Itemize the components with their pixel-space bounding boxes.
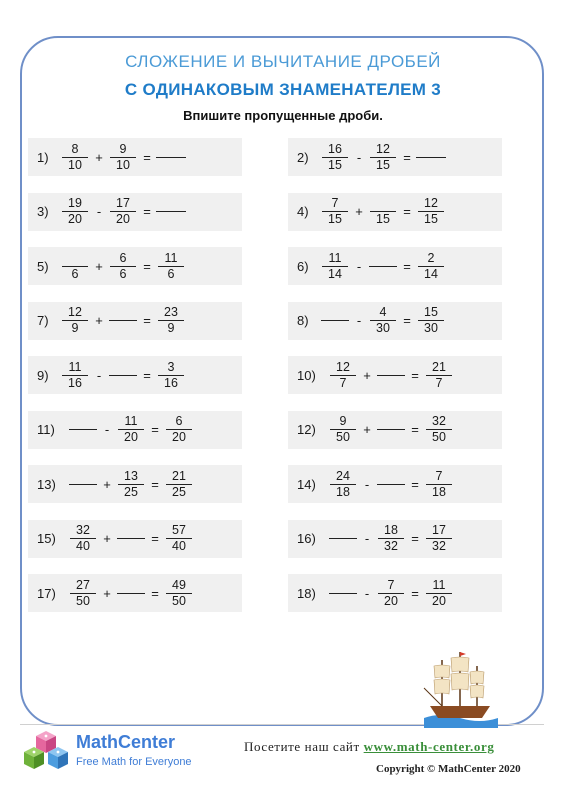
problem-14 — [288, 465, 502, 503]
equals-sign: = — [411, 367, 419, 383]
fraction — [414, 305, 448, 336]
fraction — [58, 305, 92, 336]
problem-11 — [28, 411, 242, 449]
answer-blank[interactable] — [106, 320, 140, 321]
numerator: 11 — [164, 250, 178, 265]
problem-5 — [28, 247, 242, 285]
fraction — [58, 142, 92, 173]
fraction — [422, 360, 456, 391]
fraction — [422, 578, 456, 609]
denominator: 20 — [432, 593, 446, 608]
fraction — [366, 142, 400, 173]
plus-sign: + — [363, 367, 371, 383]
instructions: Впишите пропущенные дроби. — [183, 108, 383, 123]
denominator: 15 — [328, 212, 342, 226]
denominator: 14 — [424, 266, 438, 281]
numerator: 24 — [336, 468, 350, 483]
denominator: 15 — [376, 157, 390, 172]
numerator: 9 — [339, 414, 347, 428]
fraction — [318, 251, 352, 282]
plus-sign: + — [95, 313, 103, 328]
problem-number: 10) — [297, 367, 316, 383]
problem-number: 6) — [297, 258, 309, 274]
answer-blank[interactable] — [374, 429, 408, 430]
denominator: 16 — [68, 375, 82, 390]
problem-16 — [288, 520, 502, 558]
equals-sign: = — [403, 204, 411, 219]
fraction — [422, 414, 456, 445]
numerator: 7 — [331, 196, 339, 210]
minus-sign: - — [96, 367, 102, 383]
fraction — [374, 578, 408, 609]
problem-number: 9) — [37, 367, 49, 383]
fraction — [114, 414, 148, 445]
numerator[interactable] — [62, 251, 88, 266]
sailing-ship-icon — [420, 648, 500, 728]
fraction — [58, 196, 92, 227]
answer-blank[interactable] — [326, 538, 360, 539]
numerator: 21 — [172, 468, 186, 483]
numerator: 3 — [167, 359, 175, 374]
equals-sign: = — [143, 313, 151, 328]
plus-sign: + — [95, 149, 103, 165]
numerator: 12 — [424, 196, 438, 210]
denominator: 15 — [424, 212, 438, 226]
answer-blank[interactable] — [114, 593, 148, 594]
fraction — [114, 469, 148, 500]
numerator: 21 — [432, 359, 446, 374]
problem-7 — [28, 302, 242, 340]
problem-number: 7) — [37, 313, 49, 328]
equals-sign: = — [411, 476, 419, 492]
numerator: 11 — [68, 359, 82, 374]
fraction — [326, 469, 360, 500]
numerator: 17 — [116, 196, 130, 210]
fraction — [154, 251, 188, 282]
problem-number: 5) — [37, 258, 49, 274]
fraction — [422, 523, 456, 554]
fraction — [58, 251, 92, 282]
minus-sign: - — [364, 476, 370, 492]
denominator: 30 — [424, 321, 438, 335]
fraction — [414, 196, 448, 227]
numerator: 11 — [124, 414, 138, 428]
numerator: 17 — [432, 523, 446, 537]
answer-blank[interactable] — [326, 593, 360, 594]
plus-sign: + — [363, 422, 371, 437]
numerator: 2 — [427, 250, 435, 265]
numerator: 18 — [384, 523, 398, 537]
plus-sign: + — [103, 531, 111, 546]
numerator: 4 — [379, 305, 387, 319]
numerator: 11 — [328, 250, 342, 265]
answer-blank[interactable] — [154, 157, 188, 158]
fraction — [162, 578, 196, 609]
denominator: 25 — [172, 484, 186, 499]
plus-sign: + — [355, 204, 363, 219]
problem-12 — [288, 411, 502, 449]
fraction — [318, 142, 352, 173]
minus-sign: - — [356, 149, 362, 165]
equals-sign: = — [143, 149, 151, 165]
minus-sign: - — [104, 422, 110, 437]
minus-sign: - — [356, 313, 362, 328]
plus-sign: + — [103, 476, 111, 492]
problem-number: 11) — [37, 422, 55, 437]
equals-sign: = — [151, 422, 159, 437]
fraction — [66, 578, 100, 609]
fraction — [162, 523, 196, 554]
denominator: 15 — [328, 157, 342, 172]
numerator: 27 — [76, 577, 90, 592]
problem-number: 17) — [37, 585, 56, 601]
fraction — [106, 251, 140, 282]
fraction — [58, 360, 92, 391]
denominator: 10 — [116, 157, 130, 172]
denominator: 50 — [76, 593, 90, 608]
copyright: Copyright © MathCenter 2020 — [376, 763, 521, 775]
answer-blank[interactable] — [366, 266, 400, 267]
answer-blank[interactable] — [66, 484, 100, 485]
equals-sign: = — [411, 531, 419, 546]
fraction — [66, 523, 100, 554]
problem-number: 2) — [297, 149, 309, 165]
numerator[interactable] — [370, 196, 396, 211]
problem-number: 1) — [37, 149, 49, 165]
problem-6 — [288, 247, 502, 285]
denominator: 20 — [384, 593, 398, 608]
problem-18 — [288, 574, 502, 612]
equals-sign: = — [403, 149, 411, 165]
minus-sign: - — [364, 585, 370, 601]
numerator: 32 — [76, 523, 90, 537]
numerator: 8 — [71, 141, 79, 156]
fraction — [366, 196, 400, 227]
minus-sign: - — [96, 204, 102, 219]
denominator: 30 — [376, 321, 390, 335]
problem-8 — [288, 302, 502, 340]
plus-sign: + — [95, 258, 103, 274]
numerator: 7 — [435, 468, 443, 483]
answer-blank[interactable] — [114, 538, 148, 539]
answer-blank[interactable] — [154, 211, 188, 212]
fraction — [106, 142, 140, 173]
answer-blank[interactable] — [374, 375, 408, 376]
problem-number: 16) — [297, 531, 316, 546]
answer-blank[interactable] — [106, 375, 140, 376]
answer-blank[interactable] — [374, 484, 408, 485]
brand-tagline: Free Math for Everyone — [76, 756, 192, 768]
denominator: 9 — [71, 321, 79, 335]
denominator: 50 — [336, 430, 350, 444]
equals-sign: = — [411, 585, 419, 601]
fraction — [326, 360, 360, 391]
denominator: 25 — [124, 484, 138, 499]
denominator: 7 — [339, 375, 347, 390]
problem-9 — [28, 356, 242, 394]
denominator: 50 — [432, 430, 446, 444]
problem-number: 12) — [297, 422, 316, 437]
numerator: 9 — [119, 141, 127, 156]
fraction — [366, 305, 400, 336]
problem-4 — [288, 193, 502, 231]
denominator: 20 — [124, 430, 138, 444]
fraction — [154, 360, 188, 391]
worksheet-subtitle: С ОДИНАКОВЫМ ЗНАМЕНАТЕЛЕМ 3 — [124, 80, 442, 99]
numerator: 23 — [164, 305, 178, 319]
numerator: 6 — [175, 414, 183, 428]
problem-number: 15) — [37, 531, 56, 546]
answer-blank[interactable] — [66, 429, 100, 430]
problem-number: 3) — [37, 204, 49, 219]
visit-text: Посетите наш сайт — [244, 739, 360, 754]
fraction — [154, 305, 188, 336]
problem-number: 13) — [37, 476, 56, 492]
minus-sign: - — [356, 258, 362, 274]
answer-blank[interactable] — [318, 320, 352, 321]
equals-sign: = — [403, 258, 411, 274]
numerator: 11 — [432, 577, 446, 592]
numerator: 13 — [124, 468, 138, 483]
problem-number: 14) — [297, 476, 316, 492]
site-link[interactable]: www.math-center.org — [363, 739, 495, 754]
equals-sign: = — [403, 313, 411, 328]
denominator: 50 — [172, 593, 186, 608]
fraction — [374, 523, 408, 554]
minus-sign: - — [364, 531, 370, 546]
fraction — [162, 414, 196, 445]
equals-sign: = — [143, 367, 151, 383]
denominator: 20 — [116, 212, 130, 226]
denominator: 6 — [167, 266, 175, 281]
numerator: 19 — [68, 196, 82, 210]
numerator: 7 — [387, 577, 395, 592]
denominator: 15 — [376, 212, 390, 226]
fraction — [422, 469, 456, 500]
numerator: 6 — [119, 250, 127, 265]
denominator: 20 — [172, 430, 186, 444]
numerator: 32 — [432, 414, 446, 428]
plus-sign: + — [103, 585, 111, 601]
fraction — [162, 469, 196, 500]
denominator: 14 — [328, 266, 342, 281]
problem-1 — [28, 138, 242, 176]
denominator: 6 — [119, 266, 127, 281]
visit-site-line — [244, 739, 494, 755]
problem-3 — [28, 193, 242, 231]
denominator: 9 — [167, 321, 175, 335]
denominator: 32 — [384, 539, 398, 553]
denominator: 7 — [435, 375, 443, 390]
problem-2 — [288, 138, 502, 176]
worksheet-title: СЛОЖЕНИЕ И ВЫЧИТАНИЕ ДРОБЕЙ — [125, 52, 441, 71]
denominator: 10 — [68, 157, 82, 172]
problem-13 — [28, 465, 242, 503]
problem-number: 4) — [297, 204, 309, 219]
fraction — [414, 251, 448, 282]
denominator: 40 — [172, 539, 186, 553]
answer-blank[interactable] — [414, 157, 448, 158]
problem-number: 8) — [297, 313, 309, 328]
denominator: 18 — [432, 484, 446, 499]
numerator: 12 — [68, 305, 82, 319]
numerator: 12 — [336, 359, 350, 374]
problem-17 — [28, 574, 242, 612]
equals-sign: = — [411, 422, 419, 437]
equals-sign: = — [151, 585, 159, 601]
denominator: 40 — [76, 539, 90, 553]
fraction — [106, 196, 140, 227]
equals-sign: = — [143, 204, 151, 219]
dice-cubes-icon — [22, 728, 72, 772]
denominator: 16 — [164, 375, 178, 390]
problem-number: 18) — [297, 585, 316, 601]
numerator: 12 — [376, 141, 390, 156]
equals-sign: = — [151, 531, 159, 546]
numerator: 57 — [172, 523, 186, 537]
equals-sign: = — [151, 476, 159, 492]
numerator: 15 — [424, 305, 438, 319]
problem-10 — [288, 356, 502, 394]
brand-name: MathCenter — [76, 732, 176, 752]
numerator: 16 — [328, 141, 342, 156]
equals-sign: = — [143, 258, 151, 274]
denominator: 18 — [336, 484, 350, 499]
fraction — [326, 414, 360, 445]
denominator: 6 — [71, 266, 79, 281]
numerator: 49 — [172, 577, 186, 592]
fraction — [318, 196, 352, 227]
denominator: 20 — [68, 212, 82, 226]
denominator: 32 — [432, 539, 446, 553]
problem-15 — [28, 520, 242, 558]
